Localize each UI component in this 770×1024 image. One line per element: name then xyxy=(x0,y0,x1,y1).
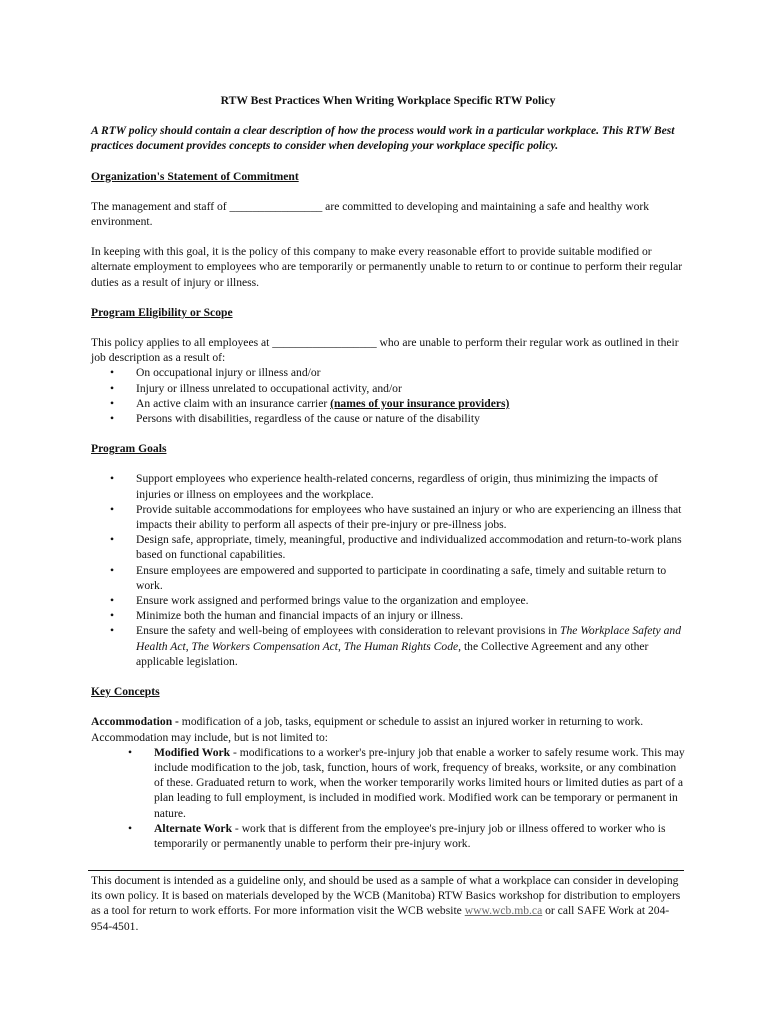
goal-text-2: , the Collective Agreement and any other applicable legislation. xyxy=(136,639,649,668)
document-body xyxy=(91,93,685,851)
act-human-rights: The Human Rights Code xyxy=(343,639,459,653)
wcb-website-link[interactable]: www.wcb.mb.ca xyxy=(464,904,543,918)
alternate-work-term: Alternate Work xyxy=(154,821,233,835)
goal-sep-2: , xyxy=(338,639,344,653)
footer-note xyxy=(91,873,685,934)
goal-sep-1: , xyxy=(185,639,192,653)
list-item-text: An active claim with an insurance carrier xyxy=(136,396,331,410)
list-item: • Ensure work assigned and performed brings value to the organization and employee. xyxy=(136,593,685,608)
alternate-work-text: - work that is different from the employee's pre-injury job or illness offered to worker who is temporarily or permanently unable to perform their pre-injury work. xyxy=(154,821,666,850)
eligibility-list xyxy=(91,365,685,426)
commitment-paragraph-1: The management and staff of ________________ are committed to developing and maintaining a safe and healthy work environment. xyxy=(91,199,650,229)
intro-paragraph: A RTW policy should contain a clear description of how the process would work in a particular workplace. This RTW Best practices document provides concepts to consider when developing your workplace specific policy. xyxy=(91,124,675,153)
document-title: RTW Best Practices When Writing Workplace Specific RTW Policy xyxy=(220,94,556,107)
list-item: • On occupational injury or illness and/or xyxy=(136,365,685,380)
list-item: • Ensure employees are empowered and supported to participate in coordinating a safe, timely and suitable return to work. xyxy=(136,563,685,593)
goal-text-1: Ensure the safety and well-being of employees with consideration to relevant provisions in xyxy=(136,624,561,638)
modified-work-text: - modifications to a worker's pre-injury job that enable a worker to safely resume work. This may include modification to the job, task, function, hours of work, frequency of breaks, worksite, or any combination of these. Graduated return to work, when the worker temporarily works limited hours or limited duties as part of a plan leading to full employment, is included in modified work. Modified work can be temporary or permanent in nature. xyxy=(154,745,685,820)
eligibility-heading: Program Eligibility or Scope xyxy=(91,305,233,319)
list-item: • Design safe, appropriate, timely, meaningful, productive and individualized accommodation and return-to-work plans based on functional capabilities. xyxy=(136,532,685,562)
accommodation-paragraph xyxy=(91,714,685,744)
goals-heading: Program Goals xyxy=(91,442,167,456)
commitment-paragraph-2: In keeping with this goal, it is the policy of this company to make every reasonable effort to provide suitable modified or alternate employment to employees who are temporarily or permanently unable to return to or continue to perform their regular duties as a result of injury or illness. xyxy=(91,245,683,289)
concepts-heading: Key Concepts xyxy=(91,685,160,699)
list-item xyxy=(136,396,685,411)
list-item xyxy=(154,821,685,851)
eligibility-paragraph: This policy applies to all employees at __________________ who are unable to perform their regular work as outlined in their job description as a result of: xyxy=(91,336,679,365)
modified-work-term: Modified Work xyxy=(154,745,231,759)
act-workers-compensation: The Workers Compensation Act xyxy=(191,639,339,653)
footer-divider xyxy=(88,870,684,871)
list-item: • Minimize both the human and financial impacts of an injury or illness. xyxy=(136,608,685,623)
accommodation-term: Accommodation - xyxy=(91,715,179,729)
act-workplace-safety: The Workplace Safety and Health Act xyxy=(136,624,681,653)
insurance-providers-placeholder: (names of your insurance providers) xyxy=(330,396,510,410)
footer-text: This document is intended as a guideline only, and should be used as a sample of what a workplace can consider in developing its own policy. It is based on materials developed by the WCB (Manitoba) RTW Basics workshop for distribution to employers as a tool for return to work efforts. For more information visit the WCB website xyxy=(91,874,681,918)
footer-contact: or call SAFE Work at 204-954-4501. xyxy=(91,904,670,933)
list-item: • Injury or illness unrelated to occupational activity, and/or xyxy=(136,381,685,396)
accommodation-text: modification of a job, tasks, equipment or schedule to assist an injured worker in returning to work. Accommodation may include, but is not limited to: xyxy=(91,715,644,744)
list-item xyxy=(136,623,685,669)
list-item: • Persons with disabilities, regardless of the cause or nature of the disability xyxy=(136,411,685,426)
concepts-list xyxy=(91,745,685,851)
list-item: • Provide suitable accommodations for employees who have sustained an injury or who are experiencing an illness that impacts their ability to perform all aspects of their pre-injury or pre-illness jobs. xyxy=(136,502,685,532)
list-item xyxy=(154,745,685,821)
list-item: • Support employees who experience health-related concerns, regardless of origin, thus minimizing the impacts of injuries or illness on employees and the workplace. xyxy=(136,471,685,501)
commitment-heading: Organization's Statement of Commitment xyxy=(91,169,299,183)
goals-list xyxy=(91,471,685,669)
